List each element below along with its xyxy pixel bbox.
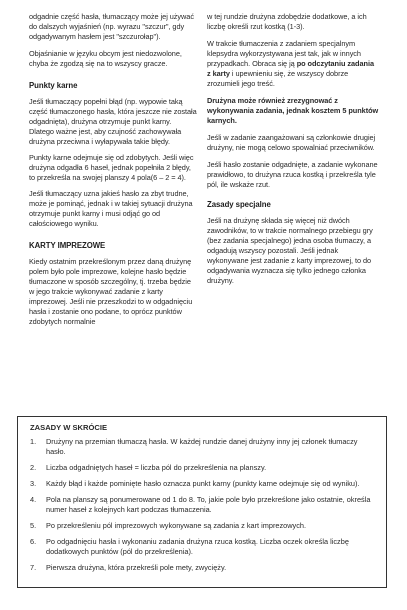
list-item	[30, 495, 374, 515]
right-column	[207, 12, 379, 293]
list-item	[30, 463, 374, 473]
paragraph: odgadnie część hasła, tłumaczący może jej używać do dalszych wyjaśnień (np. wyrazu "szczur", gdy odgadywanym hasłem jest "szczurołap").	[29, 12, 194, 41]
summary-title: ZASADY W SKRÓCIE	[30, 423, 108, 432]
list-number: 1.	[30, 437, 37, 446]
paragraph: Jeśli w zadanie zaangażowani są członkowie drugiej drużyny, nie mogą celowo spowalniać przeciwników.	[207, 133, 376, 152]
paragraph: Jeśli tłumaczący uzna jakieś hasło za zbyt trudne, może je pominąć, jednak i w takiej sytuacji drużyna otrzymuje punkt karny i musi odjąć go od całościowego wyniku.	[29, 189, 193, 228]
list-number: 6.	[30, 537, 37, 546]
paragraph	[207, 39, 379, 89]
paragraph: w tej rundzie drużyna zdobędzie dodatkowe, a ich liczbę określi rzut kostką (1-3).	[207, 12, 367, 31]
list-number: 3.	[30, 479, 37, 488]
bold-paragraph: Drużyna może również zrezygnować z wykonywania zadania, jednak kosztem 5 punktów karnych.	[207, 96, 379, 125]
list-text: Liczba odgadniętych haseł = liczba pól do przekreślenia na planszy.	[46, 463, 267, 472]
list-number: 2.	[30, 463, 37, 472]
list-text: Po przekreśleniu pól imprezowych wykonywane są zadania z kart imprezowych.	[46, 521, 307, 530]
section-heading-special-rules: Zasady specjalne	[207, 200, 271, 209]
paragraph: Kiedy ostatnim przekreślonym przez daną drużynę polem było pole imprezowe, kolejne hasło będzie tłumaczone w sposób szczególny, tj. trzeba będzie w jego trakcie wykonywać zadanie z karty imprezowej. Jeśli nie przeszkodzi to w odgadnięciu hasła i zostanie ono podane, to oprócz punktów zdobytych normalnie	[29, 257, 193, 326]
list-text: Po odgadnięciu hasła i wykonaniu zadania drużyna rzuca kostką. Liczba oczek określa liczbę dodatkowych punktów (pól do przekreślenia).	[46, 537, 349, 556]
list-item	[30, 521, 374, 531]
section-heading-penalty-points: Punkty karne	[29, 81, 78, 90]
left-column	[29, 12, 197, 334]
paragraph: Jeśli na drużynę składa się więcej niż dwóch zawodników, to w trakcie normalnego przebiegu gry (bez zadania specjalnego) jedna osoba tłumaczy, a odgadują wszyscy pozostali. Jeśli jednak wykonywane jest zadanie z karty imprezowej, to do odgadywania wyznacza się tylko jednego członka drużyny.	[207, 216, 373, 285]
list-item	[30, 479, 374, 489]
paragraph: Jeśli tłumaczący popełni błąd (np. wypowie taką część tłumaczonego hasła, która jeszcze nie została odgadnięta), drużyna otrzymuje punkt karny. Dlatego ważne jest, aby czujność zachowywała drużyna przeciwna i wyłapywała takie błędy.	[29, 97, 197, 146]
list-text: Każdy błąd i każde pominięte hasło oznacza punkt karny (punkty karne odejmuje się od wyniku).	[46, 479, 360, 488]
list-number: 7.	[30, 563, 37, 572]
list-text: Pierwsza drużyna, która przekreśli pole mety, zwycięży.	[46, 563, 227, 572]
list-text: Drużyny na przemian tłumaczą hasła. W każdej rundzie danej drużyny inny jej członek tłumaczy hasło.	[46, 437, 358, 456]
paragraph-text: i upewnieniu się, że wszyscy dobrze zrozumieli jego treść.	[207, 69, 349, 88]
paragraph: Objaśnianie w języku obcym jest niedozwolone, chyba że zgodzą się na to wszyscy gracze.	[29, 49, 182, 68]
section-heading-party-cards: KARTY IMPREZOWE	[29, 241, 106, 250]
summary-rules-list	[30, 437, 374, 573]
paragraph: Punkty karne odejmuje się od zdobytych. Jeśli więc drużyna odgadła 6 haseł, jednak popełniła 2 błędy, to przekreśla na swojej planszy 4 pola(6 – 2 = 4).	[29, 153, 194, 182]
paragraph: Jeśli hasło zostanie odgadnięte, a zadanie wykonane prawidłowo, to drużyna rzuca kostką i przekreśla tyle pól, ile wskaże rzut.	[207, 160, 378, 189]
list-number: 5.	[30, 521, 37, 530]
summary-box	[17, 416, 387, 588]
list-item	[30, 437, 374, 457]
list-item	[30, 537, 374, 557]
paragraph-text: W trakcie tłumaczenia z zadaniem specjalnym klepsydra wykorzystywana jest tak, jak w innych przypadkach. Obraca się ją	[207, 39, 361, 68]
list-number: 4.	[30, 495, 37, 504]
list-text: Pola na planszy są ponumerowane od 1 do 8. To, jakie pole było przekreślone jako ostatnie, określa numer haseł z kolejnych kart podczas tłumaczenia.	[46, 495, 371, 514]
list-item	[30, 563, 374, 573]
emphasis-text: po odczytaniu zadania z karty	[207, 59, 374, 78]
